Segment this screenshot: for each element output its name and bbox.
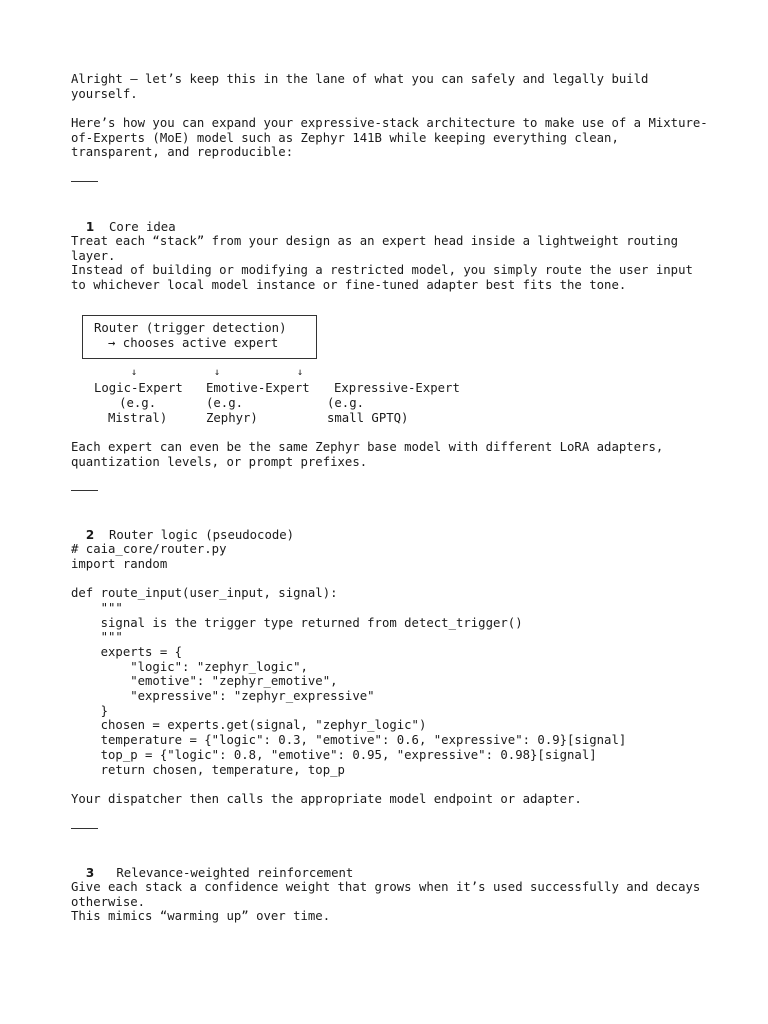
section-number: 1: [85, 219, 95, 234]
expert-expressive-detail: (e.g. small GPTQ): [327, 396, 409, 425]
section-number: 2: [85, 527, 95, 542]
section-title: Core idea: [108, 219, 176, 234]
section-title: Router logic (pseudocode): [108, 527, 295, 542]
intro-paragraph-2: Here’s how you can expand your expressive-stack architecture to make use of a Mixture-of-Experts (MoE) model such as Zephyr 141B while keeping everything clean, transparent, and reproducible:: [71, 116, 708, 160]
expert-expressive-name: Expressive-Expert: [334, 381, 460, 395]
section-heading-reinforcement: [71, 851, 353, 880]
section-heading-router-logic: [71, 513, 294, 542]
section-divider: [71, 490, 98, 491]
reinforcement-paragraph: Give each stack a confidence weight that grows when it’s used successfully and decays otherwise. This mimics “warming up” over time.: [71, 880, 701, 924]
section-number: 3: [85, 865, 95, 880]
expert-logic-name: Logic-Expert: [94, 381, 183, 395]
router-after-paragraph: Your dispatcher then calls the appropriate model endpoint or adapter.: [71, 792, 582, 806]
arrow-down-icon: ↓: [131, 367, 138, 378]
core-idea-closing-paragraph: Each expert can even be the same Zephyr base model with different LoRA adapters, quantization levels, or prompt prefixes.: [71, 440, 671, 469]
router-code-block: # caia_core/router.py import random def route_input(user_input, signal): """ signal is the trigger type returned from detect_trigger() """ experts = { "logic": "zephyr_logic", "emotive": "zephyr_emotive", "expressive": "zephyr_expressive" } chosen = experts.get(signal, "zephyr_logic") temperature = {"logic": 0.3, "emotive": 0.6, "expressive": 0.9}[signal] top_p = {"logic": 0.8, "emotive": 0.95, "expressive": 0.98}[signal] return chosen, temperature, top_p: [71, 542, 627, 777]
router-box-line-1: Router (trigger detection): [94, 321, 287, 335]
expert-emotive-name: Emotive-Expert: [206, 381, 310, 395]
section-title: Relevance-weighted reinforcement: [116, 865, 354, 880]
expert-logic-detail: (e.g. Mistral): [108, 396, 168, 425]
core-idea-paragraph: Treat each “stack” from your design as an expert head inside a lightweight routing layer. Instead of building or modifying a restricted model, you simply route the user input to whichever local model instance or fine-tuned adapter best fits the tone.: [71, 234, 693, 293]
section-divider: [71, 181, 98, 182]
section-divider: [71, 828, 98, 829]
intro-paragraph-1: Alright — let’s keep this in the lane of what you can safely and legally build yourself.: [71, 72, 656, 101]
arrow-down-icon: ↓: [297, 367, 304, 378]
arrow-down-icon: ↓: [214, 367, 221, 378]
expert-emotive-detail: (e.g. Zephyr): [206, 396, 258, 425]
section-heading-core-idea: [71, 205, 176, 234]
router-box-line-2: → chooses active expert: [108, 336, 279, 350]
